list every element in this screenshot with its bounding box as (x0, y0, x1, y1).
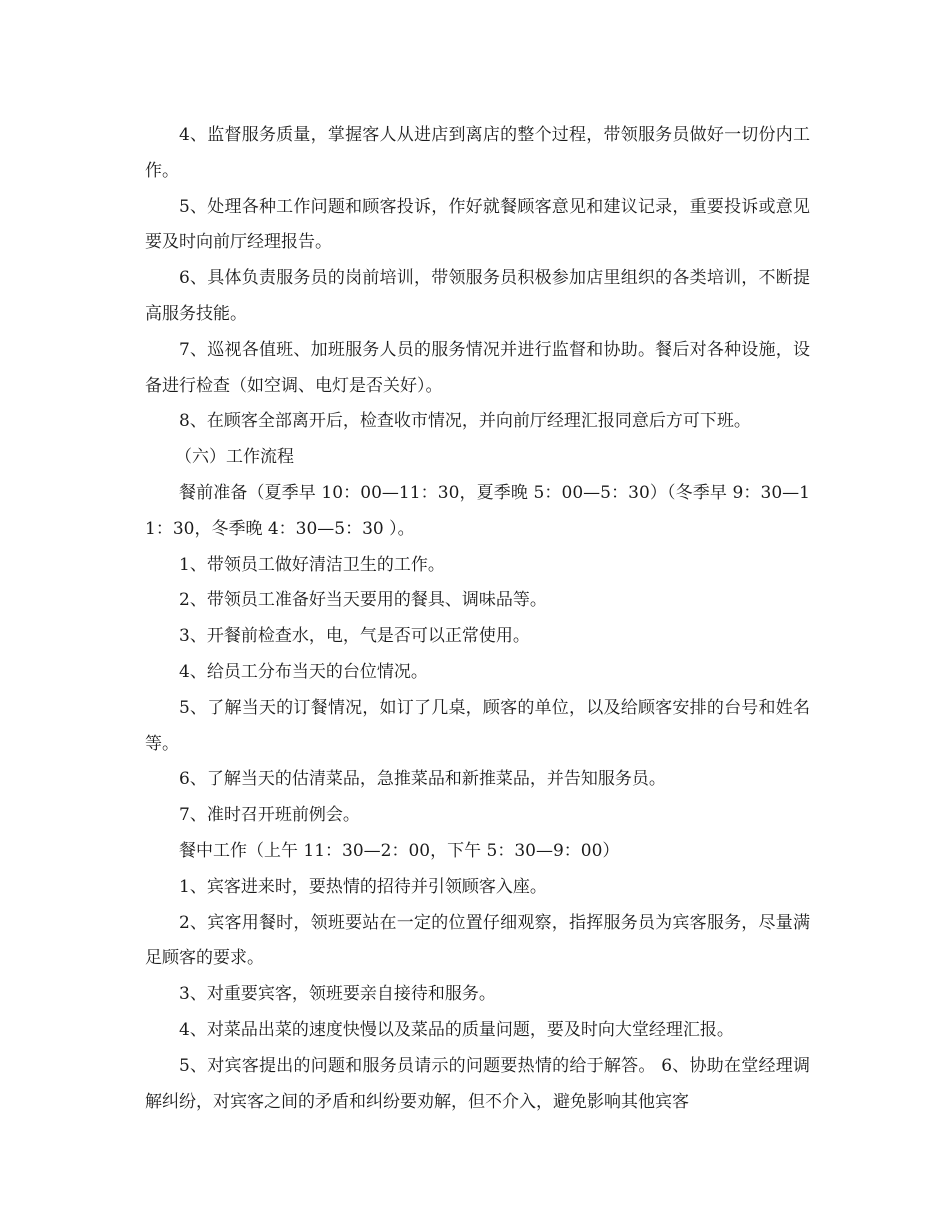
paragraph-mid-meal-5-6: 5、对宾客提出的问题和服务员请示的问题要热情的给于解答。 6、协助在堂经理调解纠纷，对宾客之间的矛盾和纠纷要劝解，但不介入，避免影响其他宾客 (145, 1055, 810, 1112)
document-body (145, 118, 810, 1120)
paragraph-mid-meal-schedule: 餐中工作（上午 11：30—2：00，下午 5：30—9：00） (179, 840, 620, 861)
paragraph-pre-meal-5: 5、了解当天的订餐情况，如订了几桌，顾客的单位，以及给顾客安排的台号和姓名等。 (145, 697, 810, 754)
paragraph-mid-meal-3: 3、对重要宾客，领班要亲自接待和服务。 (179, 984, 496, 1005)
section-heading-workflow: （六）工作流程 (175, 447, 294, 468)
paragraph-pre-meal-6: 6、了解当天的估清菜品，急推菜品和新推菜品，并告知服务员。 (179, 769, 666, 790)
paragraph-mid-meal-2: 2、宾客用餐时，领班要站在一定的位置仔细观察，指挥服务员为宾客服务，尽量满足顾客的要求。 (145, 912, 810, 969)
paragraph-pre-meal-3: 3、开餐前检查水，电，气是否可以正常使用。 (179, 626, 530, 647)
paragraph-duty-6: 6、具体负责服务员的岗前培训，带领服务员积极参加店里组织的各类培训，不断提高服务技能。 (145, 268, 810, 324)
paragraph-pre-meal-1: 1、带领员工做好清洁卫生的工作。 (179, 554, 445, 575)
paragraph-mid-meal-4: 4、对菜品出菜的速度快慢以及菜品的质量问题，要及时向大堂经理汇报。 (179, 1019, 734, 1040)
paragraph-pre-meal-4: 4、给员工分布当天的台位情况。 (179, 661, 428, 682)
paragraph-duty-4: 4、监督服务质量，掌握客人从进店到离店的整个过程，带领服务员做好一切份内工作。 (145, 125, 810, 181)
paragraph-duty-8: 8、在顾客全部离开后，检查收市情况，并向前厅经理汇报同意后方可下班。 (179, 411, 751, 432)
paragraph-pre-meal-2: 2、带领员工准备好当天要用的餐具、调味品等。 (179, 590, 547, 611)
paragraph-pre-meal-schedule: 餐前准备（夏季早 10：00—11：30，夏季晚 5：00—5：30）（冬季早 9：30—11：30，冬季晚 4：30—5：30 ）。 (145, 482, 810, 539)
paragraph-pre-meal-7: 7、准时召开班前例会。 (179, 805, 360, 826)
paragraph-duty-7: 7、巡视各值班、加班服务人员的服务情况并进行监督和协助。餐后对各种设施，设备进行检查（如空调、电灯是否关好）。 (145, 339, 810, 396)
paragraph-duty-5: 5、处理各种工作问题和顾客投诉，作好就餐顾客意见和建议记录，重要投诉或意见要及时向前厅经理报告。 (145, 196, 810, 253)
paragraph-mid-meal-1: 1、宾客进来时，要热情的招待并引领顾客入座。 (179, 876, 547, 897)
